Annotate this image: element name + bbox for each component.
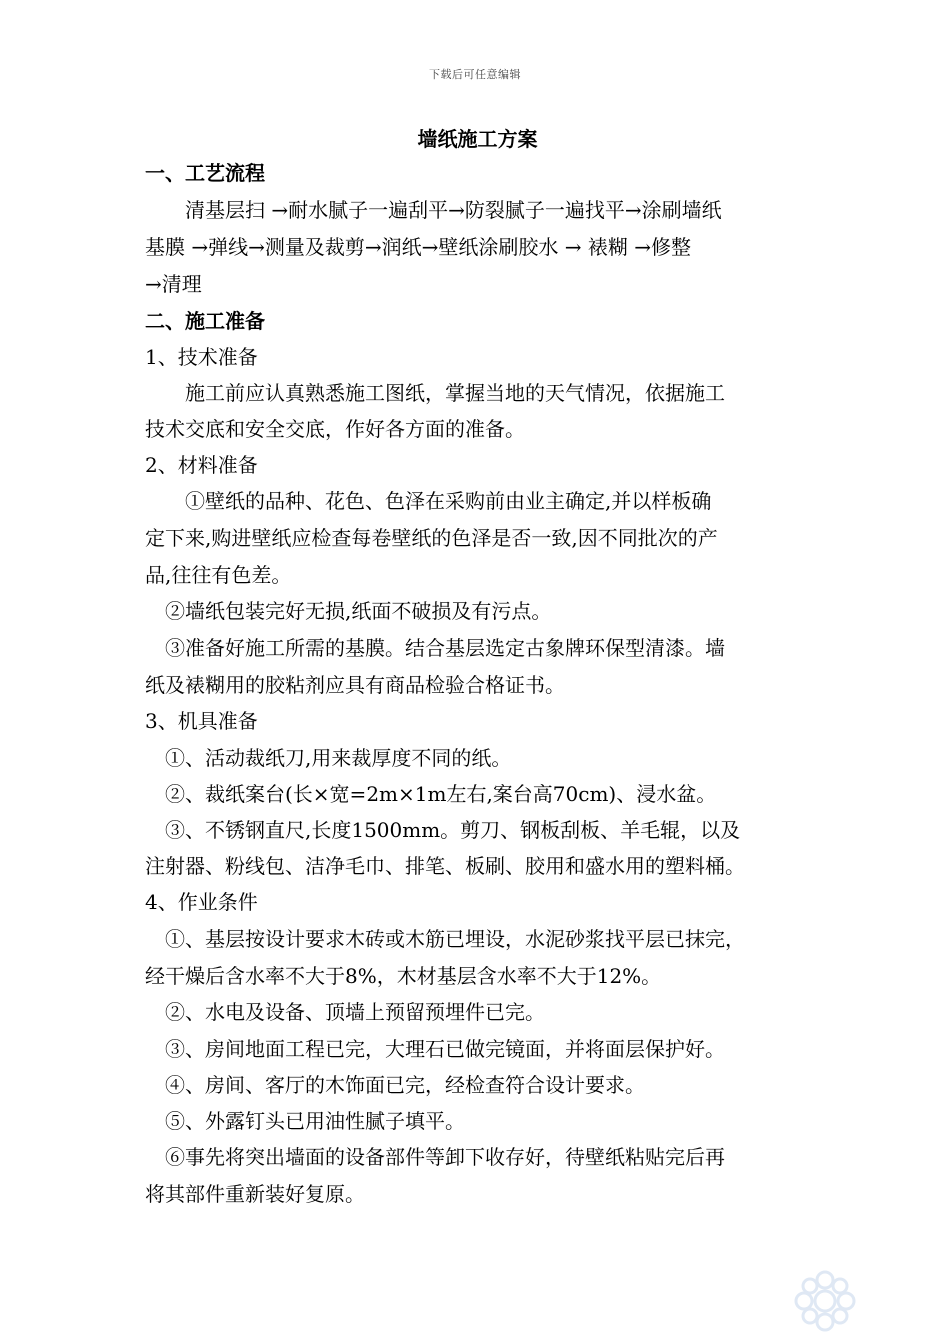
header-watermark: 下载后可任意编辑 — [429, 68, 521, 81]
subsection-heading: 3、机具准备 — [145, 709, 258, 733]
text-line: ⑤、外露钉头已用油性腻子填平。 — [145, 1109, 465, 1133]
text-line: ③准备好施工所需的基膜。结合基层选定古象牌环保型清漆。墙 — [145, 636, 725, 660]
text-line: 清基层扫 →耐水腻子一遍刮平→防裂腻子一遍找平→涂刷墙纸 — [145, 198, 722, 222]
text-line: 技术交底和安全交底，作好各方面的准备。 — [145, 417, 525, 441]
text-line: 定下来,购进壁纸应检查每卷壁纸的色泽是否一致,因不同批次的产 — [145, 526, 718, 550]
section-heading: 二、施工准备 — [145, 309, 265, 333]
snowflake-logo-icon — [790, 1266, 860, 1336]
text-line: ①壁纸的品种、花色、色泽在采购前由业主确定,并以样板确 — [145, 489, 712, 513]
text-line: 注射器、粉线包、洁净毛巾、排笔、板刷、胶用和盛水用的塑料桶。 — [145, 854, 745, 878]
subsection-heading: 4、作业条件 — [145, 890, 258, 914]
text-line: ⑥事先将突出墙面的设备部件等卸下收存好，待壁纸粘贴完后再 — [145, 1145, 725, 1169]
text-line: 将其部件重新装好复原。 — [145, 1182, 365, 1206]
section-heading: 一、工艺流程 — [145, 161, 265, 185]
subsection-heading: 1、技术准备 — [145, 345, 258, 369]
text-line: →清理 — [145, 272, 202, 296]
subsection-heading: 2、材料准备 — [145, 453, 258, 477]
text-line: ②、裁纸案台(长×宽=2m×1m左右,案台高70cm)、浸水盆。 — [145, 782, 717, 806]
text-line: 品,往往有色差。 — [145, 563, 292, 587]
text-line: 纸及裱糊用的胶粘剂应具有商品检验合格证书。 — [145, 673, 565, 697]
text-line: ②墙纸包装完好无损,纸面不破损及有污点。 — [145, 599, 552, 623]
text-line: ②、水电及设备、顶墙上预留预埋件已完。 — [145, 1000, 545, 1024]
text-line: 基膜 →弹线→测量及裁剪→润纸→壁纸涂刷胶水 → 裱糊 →修整 — [145, 235, 691, 259]
text-line: ④、房间、客厅的木饰面已完，经检查符合设计要求。 — [145, 1073, 645, 1097]
text-line: ①、基层按设计要求木砖或木筋已埋设，水泥砂浆找平层已抹完， — [145, 927, 745, 951]
text-line: ③、不锈钢直尺,长度1500mm。剪刀、钢板刮板、羊毛辊，以及 — [145, 818, 741, 842]
text-line: ③、房间地面工程已完，大理石已做完镜面，并将面层保护好。 — [145, 1037, 725, 1061]
text-line: ①、活动裁纸刀,用来裁厚度不同的纸。 — [145, 746, 512, 770]
text-line: 施工前应认真熟悉施工图纸，掌握当地的天气情况，依据施工 — [145, 381, 725, 405]
document-title: 墙纸施工方案 — [417, 127, 538, 151]
text-line: 经干燥后含水率不大于8%，木材基层含水率不大于12%。 — [145, 964, 662, 988]
